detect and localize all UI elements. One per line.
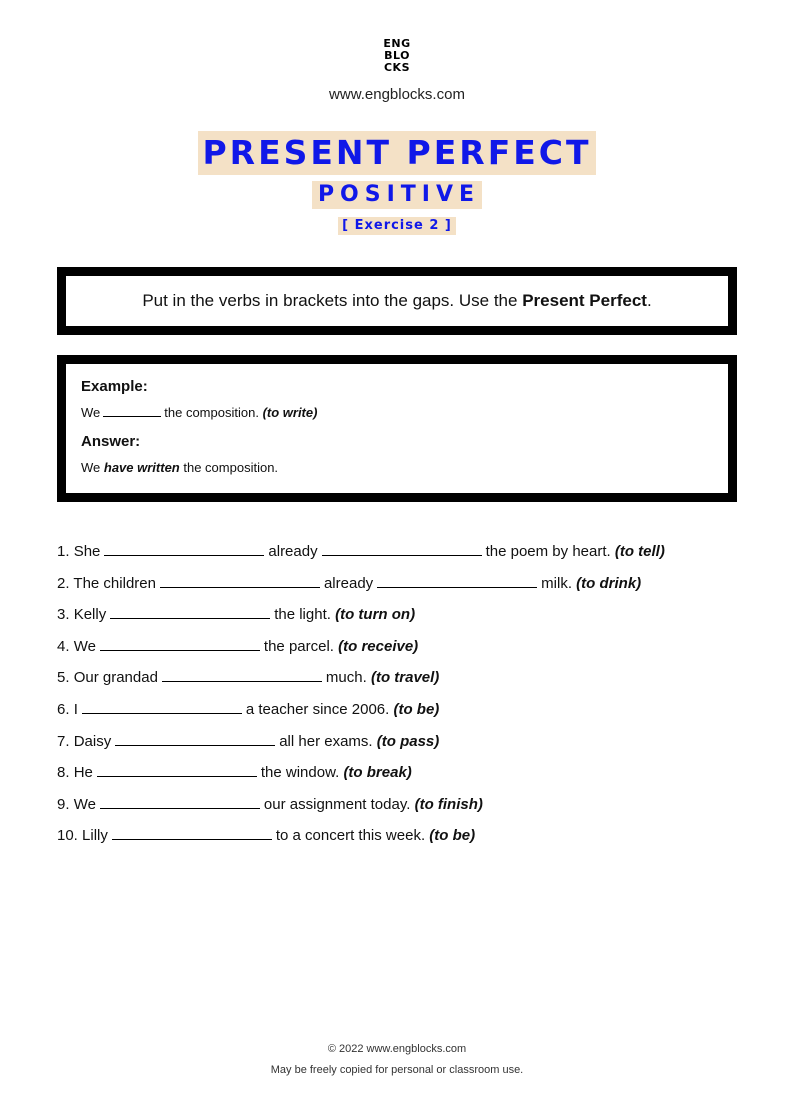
- question-list: [57, 539, 747, 855]
- instruction-bold: Present Perfect: [522, 291, 647, 310]
- answer-blank[interactable]: [110, 602, 270, 619]
- engblocks-logo: [0, 38, 794, 74]
- answer-sentence: We have written the composition.: [81, 460, 279, 475]
- example-blank: [103, 404, 161, 417]
- page-title: PRESENT PERFECT: [198, 131, 595, 175]
- answer-blank[interactable]: [115, 729, 275, 746]
- example-hint: (to write): [262, 405, 318, 420]
- question-item-1: 1. She already the poem by heart. (to tell): [57, 539, 747, 571]
- question-item-6: 6. I a teacher since 2006. (to be): [57, 697, 747, 729]
- instruction-text: Put in the verbs in brackets into the gaps. Use the Present Perfect.: [142, 291, 652, 310]
- example-label: Example:: [81, 378, 148, 395]
- question-item-2: 2. The children already milk. (to drink): [57, 571, 747, 603]
- verb-hint: (to travel): [370, 669, 440, 687]
- answer-blank[interactable]: [112, 823, 272, 840]
- answer-blank[interactable]: [82, 697, 242, 714]
- question-item-8: 8. He the window. (to break): [57, 760, 747, 792]
- verb-hint: (to tell): [614, 543, 665, 560]
- logo-line-3: CKS: [383, 61, 411, 74]
- answer-blank[interactable]: [100, 792, 260, 809]
- exercise-label: [ Exercise 2 ]: [338, 217, 456, 235]
- site-url[interactable]: www.engblocks.com: [329, 86, 465, 103]
- question-item-10: 10. Lilly to a concert this week. (to be): [57, 823, 747, 855]
- verb-hint: (to be): [393, 700, 440, 718]
- answer-blank[interactable]: [322, 539, 482, 556]
- question-item-5: 5. Our grandad much. (to travel): [57, 665, 747, 697]
- footer-copyright: © 2022 www.engblocks.com: [327, 1043, 467, 1055]
- answer-blank[interactable]: [100, 634, 260, 651]
- instruction-box: [57, 267, 737, 335]
- verb-hint: (to receive): [338, 637, 419, 655]
- logo-line-1: ENG: [383, 37, 411, 50]
- example-box: [57, 355, 737, 502]
- answer-label: Answer:: [81, 433, 141, 450]
- verb-hint: (to pass): [376, 732, 440, 750]
- verb-hint: (to turn on): [335, 606, 416, 624]
- verb-hint: (to break): [343, 764, 412, 782]
- question-item-7: 7. Daisy all her exams. (to pass): [57, 729, 747, 761]
- question-item-4: 4. We the parcel. (to receive): [57, 634, 747, 666]
- question-item-9: 9. We our assignment today. (to finish): [57, 792, 747, 824]
- footer-note: May be freely copied for personal or classroom use.: [270, 1064, 524, 1076]
- answer-blank[interactable]: [162, 665, 322, 682]
- verb-hint: (to be): [429, 827, 476, 845]
- example-sentence: We the composition. (to write): [81, 405, 318, 420]
- answer-highlight: have written: [103, 460, 180, 475]
- verb-hint: (to drink): [576, 574, 642, 592]
- answer-blank[interactable]: [377, 571, 537, 588]
- question-item-3: 3. Kelly the light. (to turn on): [57, 602, 747, 634]
- logo-line-2: BLO: [384, 49, 410, 62]
- answer-blank[interactable]: [97, 760, 257, 777]
- answer-blank[interactable]: [160, 571, 320, 588]
- page-subtitle: POSITIVE: [312, 181, 482, 209]
- answer-blank[interactable]: [104, 539, 264, 556]
- verb-hint: (to finish): [414, 795, 483, 813]
